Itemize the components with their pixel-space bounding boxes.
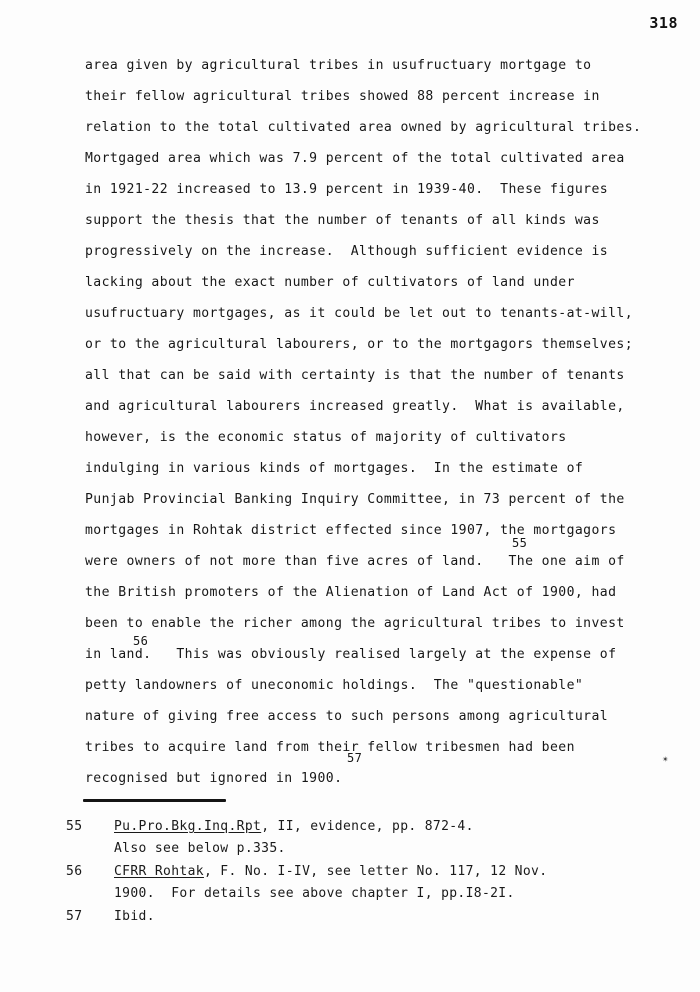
text-line: however, is the economic status of majority of cultivators: [85, 430, 567, 445]
footnote-entry: [66, 815, 676, 860]
footnote-row: [66, 905, 676, 928]
stray-ink-mark: ✴: [662, 752, 669, 765]
footnote-row: [66, 815, 676, 838]
footnote-number: 55: [66, 819, 83, 834]
text-line: support the thesis that the number of tenants of all kinds was: [85, 213, 600, 228]
footnote-separator-rule: [83, 799, 226, 802]
text-line: mortgages in Rohtak district effected since 1907, the mortgagors: [85, 523, 617, 538]
footnote-source-title: Pu.Pro.Bkg.Inq.Rpt: [114, 819, 262, 834]
text-line: recognised but ignored in 1900.: [85, 771, 343, 786]
text-line: progressively on the increase. Although sufficient evidence is: [85, 244, 609, 259]
footnote-reference-55: 55: [512, 536, 528, 550]
footnotes-block: [66, 815, 676, 928]
footnote-number: 56: [66, 864, 83, 879]
text-line: the British promoters of the Alienation of Land Act of 1900, had: [85, 585, 617, 600]
text-line: or to the agricultural labourers, or to the mortgagors themselves;: [85, 337, 634, 352]
text-line: all that can be said with certainty is that the number of tenants: [85, 368, 625, 383]
footnote-entry: [66, 905, 676, 928]
footnote-text: Ibid.: [114, 909, 155, 924]
footnote-text: Pu.Pro.Bkg.Inq.Rpt, II, evidence, pp. 872-4.: [114, 819, 474, 834]
body-text-block: [85, 50, 685, 794]
text-line: petty landowners of uneconomic holdings. The "questionable": [85, 678, 584, 693]
text-line: in land. This was obviously realised largely at the expense of: [85, 647, 617, 662]
text-line: Mortgaged area which was 7.9 percent of the total cultivated area: [85, 151, 625, 166]
text-line: usufructuary mortgages, as it could be let out to tenants-at-will,: [85, 306, 634, 321]
text-line: Punjab Provincial Banking Inquiry Committee, in 73 percent of the: [85, 492, 625, 507]
text-line: lacking about the exact number of cultivators of land under: [85, 275, 575, 290]
text-line: their fellow agricultural tribes showed 88 percent increase in: [85, 89, 600, 104]
footnote-row: [66, 860, 676, 883]
footnote-reference-57: 57: [347, 751, 363, 765]
footnote-continuation: Also see below p.335.: [114, 841, 286, 856]
page-number: 318: [649, 14, 678, 32]
footnote-text: CFRR Rohtak, F. No. I-IV, see letter No. 117, 12 Nov.: [114, 864, 548, 879]
footnote-continuation: 1900. For details see above chapter I, pp.I8-2I.: [114, 886, 515, 901]
text-line: and agricultural labourers increased greatly. What is available,: [85, 399, 625, 414]
text-line: relation to the total cultivated area owned by agricultural tribes.: [85, 120, 642, 135]
text-line: indulging in various kinds of mortgages. In the estimate of: [85, 461, 584, 476]
text-line: were owners of not more than five acres of land. The one aim of: [85, 554, 625, 569]
footnote-reference-56: 56: [133, 634, 149, 648]
footnote-source-title: CFRR Rohtak: [114, 864, 204, 879]
text-line: in 1921-22 increased to 13.9 percent in 1939-40. These figures: [85, 182, 609, 197]
footnote-entry: [66, 860, 676, 905]
text-line: nature of giving free access to such persons among agricultural: [85, 709, 609, 724]
footnote-number: 57: [66, 909, 83, 924]
text-line: been to enable the richer among the agricultural tribes to invest: [85, 616, 625, 631]
text-line: tribes to acquire land from their fellow tribesmen had been: [85, 740, 575, 755]
text-line: area given by agricultural tribes in usufructuary mortgage to: [85, 58, 592, 73]
